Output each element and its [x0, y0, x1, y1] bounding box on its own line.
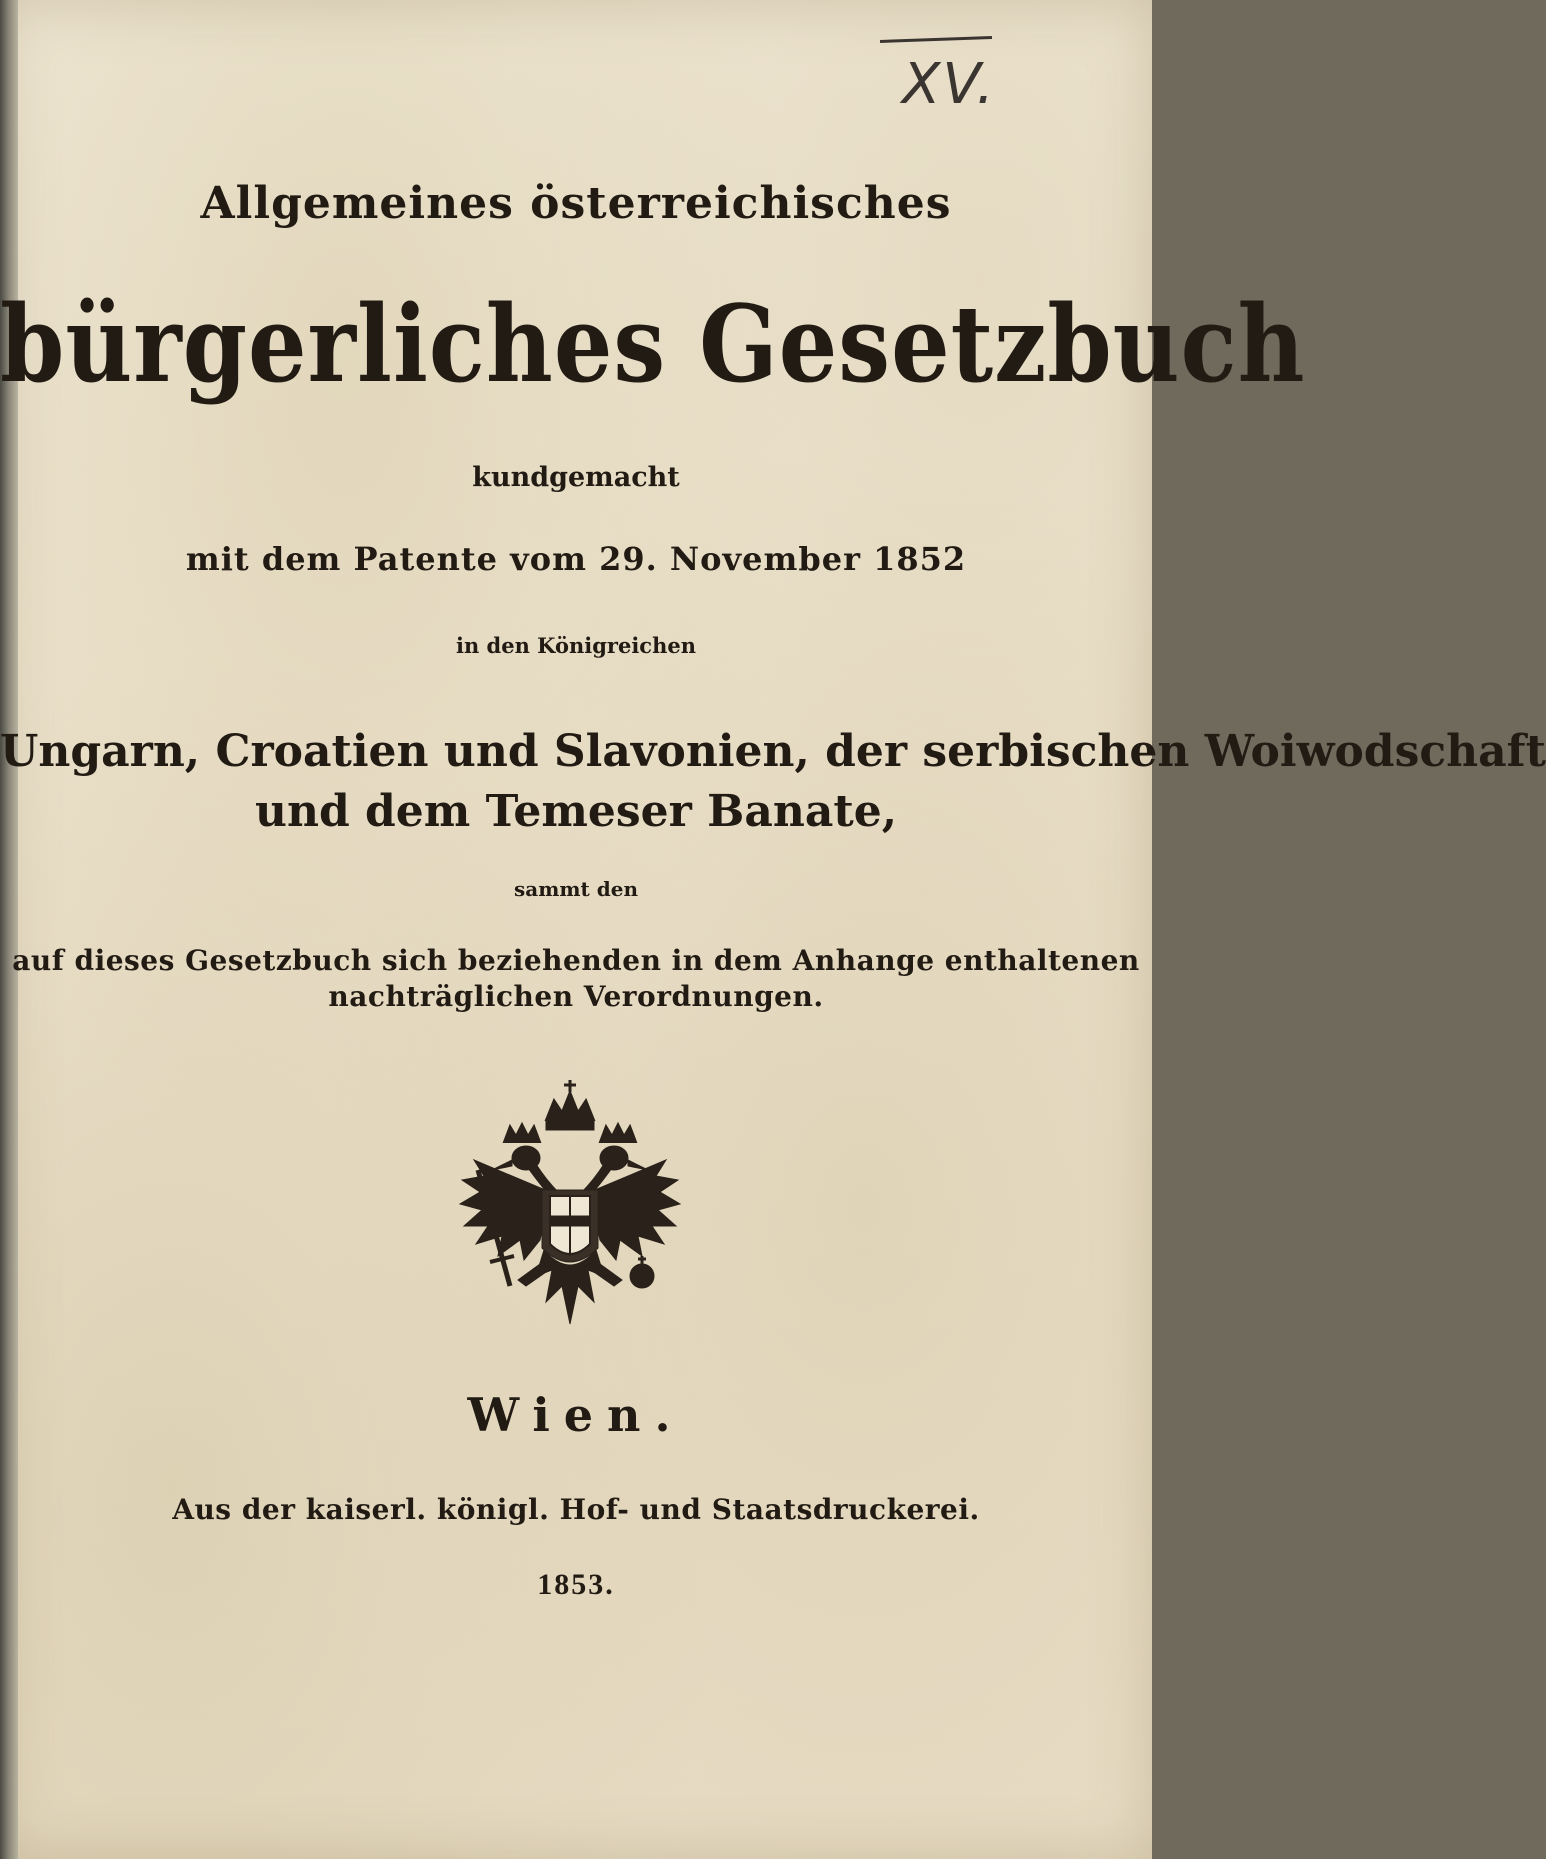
- double-headed-eagle-icon: [454, 1080, 686, 1326]
- regions-line-1: Ungarn, Croatien und Slavonien, der serbischen Woiwodschaft: [0, 726, 1546, 777]
- promulgated-text: kundgemacht: [472, 462, 680, 493]
- handwritten-annotation: [880, 38, 1000, 118]
- appendix-line-1: auf dieses Gesetzbuch sich beziehenden in dem Anhange enthaltenen: [12, 944, 1140, 977]
- title-line-1: Allgemeines österreichisches: [200, 178, 952, 229]
- annotation-stroke: [880, 36, 992, 43]
- publication-year: 1853.: [537, 1568, 615, 1601]
- kingdoms-intro: in den Königreichen: [456, 633, 696, 658]
- printer-text: Aus der kaiserl. königl. Hof- und Staatsdruckerei.: [172, 1493, 980, 1526]
- place-of-publication: Wien.: [467, 1388, 685, 1442]
- together-text: sammt den: [514, 877, 638, 901]
- patent-text: mit dem Patente vom 29. November 1852: [185, 540, 967, 578]
- title-line-2: bürgerliches Gesetzbuch: [0, 282, 1306, 407]
- annotation-mark: XV.: [902, 52, 997, 117]
- appendix-line-2: nachträglichen Verordnungen.: [328, 980, 824, 1013]
- regions-line-2: und dem Temeser Banate,: [254, 786, 898, 837]
